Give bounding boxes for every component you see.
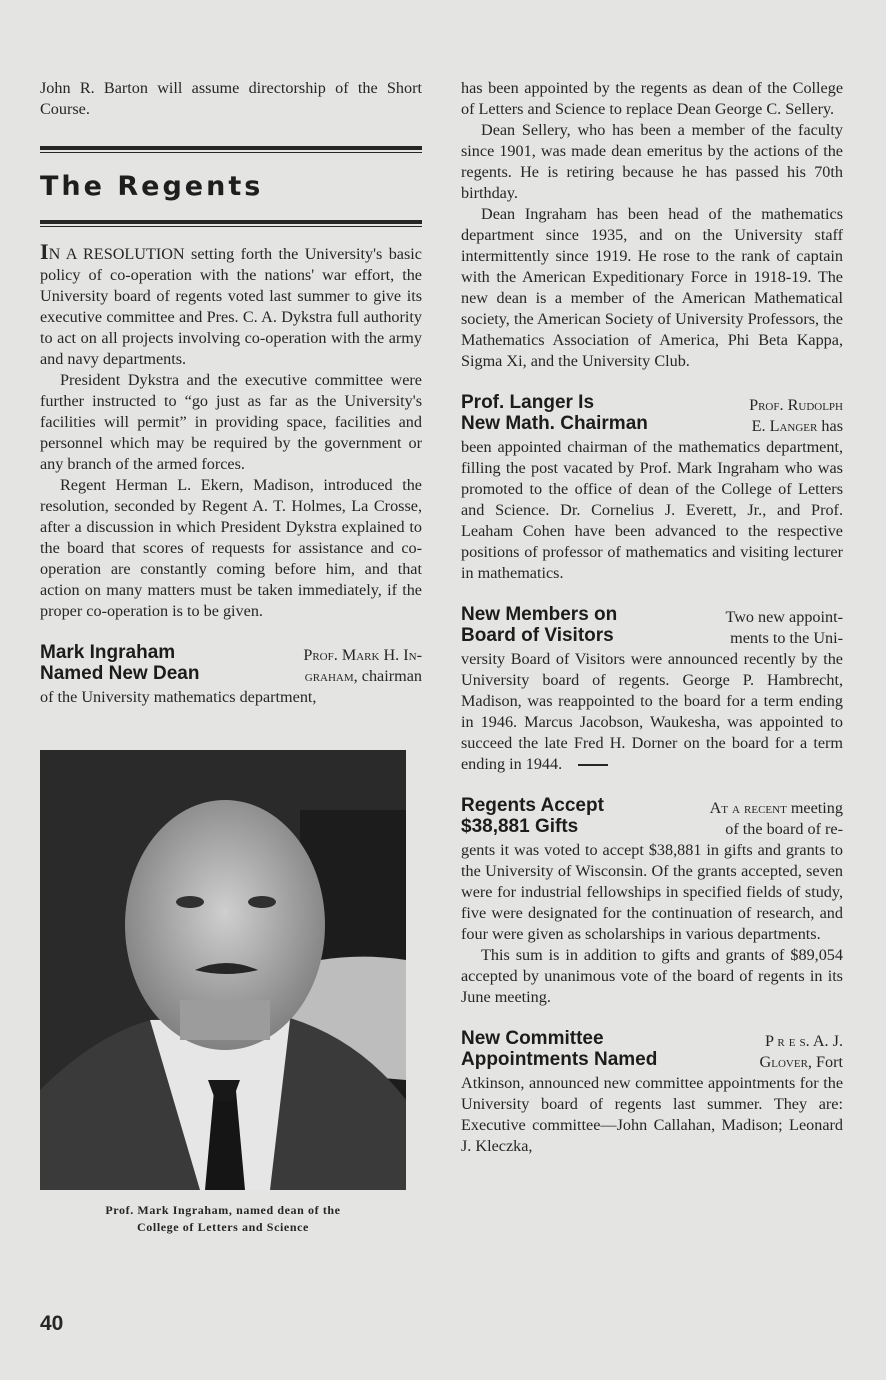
ingraham-lead: Prof. Mark H. In- graham, chairman [303,646,422,685]
ingraham-continued-1: has been appointed by the regents as dean of the College of Letters and Science to replace Dean George C. Sellery. [461,79,843,118]
committee-body: Atkinson, announced new committee appointments for the University board of regents last summer. They are: Executive committee—John Callahan, Madison; Leonard J. Kleczka, [461,1074,843,1155]
top-rule [40,146,422,153]
committee-lead: P r e s. A. J. Glover, Fort [759,1032,843,1071]
end-mark [578,764,608,766]
langer-lead: Prof. Rudolph E. Langer has [749,396,843,435]
portrait-photo [40,750,406,1190]
gifts-heading: Regents Accept $38,881 Gifts [461,795,604,837]
gifts-lead: At a recent meeting of the board of re- [709,799,843,838]
langer-body: been appointed chairman of the mathematics department, filling the post vacated by Prof. Mark Ingraham who was promoted to the office of dean of the College of Letters and Science. Dr. Cornelius J. Everett, Jr., and Prof. Leaham Cohen have been advanced to the respective positions of professor of mathematics and visiting lecturer in mathematics. [461,438,843,582]
ingraham-body: of the University mathematics department, [40,688,317,706]
regents-paragraph-3: Regent Herman L. Ekern, Madison, introduced the resolution, seconded by Regent A. T. Holmes, La Crosse, after a discussion in which President Dykstra explained to the board that scores of requests for assistance and co-operation are constantly coming before him, and that action on many matters must be taken immediately, if the proper co-operation is to be given. [40,476,422,620]
langer-section [461,392,843,584]
ingraham-heading: Mark Ingraham Named New Dean [40,642,200,684]
photo-caption: Prof. Mark Ingraham, named dean of the College of Letters and Science [105,1203,341,1234]
ingraham-continued-3: Dean Ingraham has been head of the mathematics department since 1935, and on the University staff intermittently since 1919. He rose to the rank of captain with the American Expeditionary Force in 1918-19. The new dean is a member of the American Mathematical society, the American Society of University Professors, the Mathematics Association of America, Phi Beta Kappa, Sigma Xi, and the University Club. [461,205,843,370]
title-rule [40,220,422,227]
visitors-body: versity Board of Visitors were announced recently by the University board of regents. George P. Hambrecht, Madison, was reappointed to the board for a term ending in 1946. Marcus Jacobson, Waukesha, was appointed to succeed the late Fred H. Dorner on the board for a term ending in 1944. [461,650,843,773]
paragraph-1-text: setting forth the University's basic policy of co-operation with the nations' war effort, the University board of regents voted last summer to give its executive committee and Pres. C. A. Dykstra full authority to act on all projects involving co-operation with the army and navy departments. [40,245,422,368]
gifts-section [461,795,843,1008]
visitors-section [461,604,843,775]
page-number: 40 [40,1312,64,1335]
visitors-heading: New Members on Board of Visitors [461,604,618,646]
langer-heading: Prof. Langer Is New Math. Chairman [461,392,648,434]
gifts-body: gents it was voted to accept $38,881 in gifts and grants to the University of Wisconsin. Of the grants accepted, seven were for industrial fellowships in specified fields of study, five were designated for the continuation of research, and four were given as scholarships in various departments. [461,841,843,943]
committee-section [461,1028,843,1157]
left-column [40,78,422,1236]
right-column [461,78,843,1157]
opening-caps: N A RESOLUTION [48,245,185,263]
ingraham-section [40,642,422,708]
gifts-paragraph-2: This sum is in addition to gifts and grants of $89,054 accepted by unanimous vote of the board of regents in its June meeting. [461,946,843,1006]
portrait-illustration [40,750,406,1190]
ingraham-continued-2: Dean Sellery, who has been a member of the faculty since 1901, was made dean emeritus by the actions of the regents. He is retiring because he has passed his 70th birthday. [461,121,843,202]
intro-paragraph: John R. Barton will assume directorship of the Short Course. [40,79,422,118]
regents-paragraph-1 [40,241,422,370]
committee-heading: New Committee Appointments Named [461,1028,658,1070]
drop-cap: I [40,239,49,264]
section-title: The Regents [40,171,264,202]
visitors-lead: Two new appoint- ments to the Uni- [725,608,843,647]
regents-paragraph-2: President Dykstra and the executive committee were further instructed to “go just as far as the University's facilities will permit” in providing space, facilities and personnel which may be required by the government or any branch of the armed forces. [40,371,422,473]
